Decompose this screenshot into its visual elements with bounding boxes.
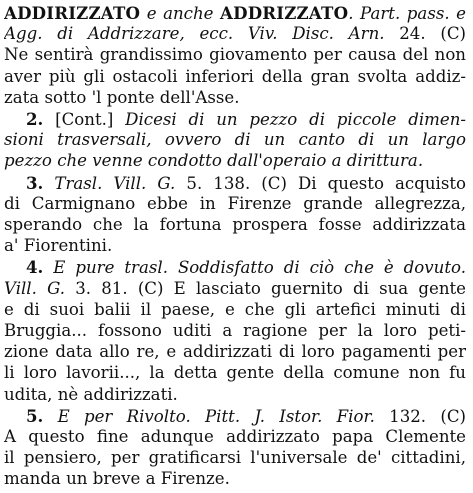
text-segment: [Cont.] xyxy=(43,110,126,129)
text-segment: sperando che la fortuna prospera fosse addirizzata xyxy=(4,215,466,234)
text-line xyxy=(4,193,466,215)
sense-number: 2. xyxy=(26,109,44,129)
text-line xyxy=(4,44,466,66)
text-segment: E per Rivolto. Pitt. J. Istor. Fior. xyxy=(43,406,375,426)
text-segment: Agg. di xyxy=(4,24,88,44)
text-segment: Bruggia... fossono uditi a ragione per la loro peti- xyxy=(4,321,466,340)
text-segment: 5. 138. (C) Di questo acquisto xyxy=(175,173,466,193)
text-segment: Trasl. Vill. G. xyxy=(43,173,176,193)
text-segment: . Part. pass. e xyxy=(348,4,466,23)
text-line xyxy=(4,278,466,300)
text-segment: A questo fine adunque addirizzato papa Clemente xyxy=(4,427,466,446)
text-line xyxy=(4,87,466,109)
text-segment: , ecc. Viv. Disc. Arn. xyxy=(179,24,385,44)
text-segment: Ne sentirà grandissimo giovamento per causa del non xyxy=(4,45,466,65)
text-segment: E pure trasl. Soddisfatto di ciò che è dovuto. xyxy=(43,258,466,278)
text-segment: Dicesi di un pezzo di piccole dimen- xyxy=(125,110,466,129)
text-segment: e anche xyxy=(140,4,221,23)
text-line xyxy=(4,468,466,490)
dictionary-entry xyxy=(4,2,466,490)
text-line xyxy=(4,299,466,321)
text-line xyxy=(4,341,466,363)
text-segment: di Carmignano ebbe in Firenze grande allegrezza, xyxy=(4,193,466,213)
text-line xyxy=(4,66,466,88)
text-line xyxy=(4,129,466,151)
text-line xyxy=(4,108,466,130)
text-segment: pezzo che venne condotto dall'operaio a dirittura. xyxy=(4,151,424,171)
text-segment: Addrizzare xyxy=(87,24,180,44)
text-segment: sioni trasversali, ovvero di un canto di un largo xyxy=(4,130,466,150)
text-line xyxy=(4,447,466,469)
sense-number: 4. xyxy=(26,257,44,278)
text-line xyxy=(4,214,466,236)
text-segment: 24. (C) xyxy=(384,24,466,44)
text-line xyxy=(4,23,466,45)
text-line xyxy=(4,320,466,342)
headword: ADDIRIZZATO xyxy=(4,3,141,23)
text-line xyxy=(4,256,466,278)
text-line xyxy=(4,426,466,448)
text-segment: Vill. G. xyxy=(4,278,66,298)
text-line xyxy=(4,362,466,384)
text-segment: aver più gli ostacoli inferiori della gran svolta addiz- xyxy=(4,66,466,86)
text-segment: zione data allo re, e addirizzati di loro pagamenti per xyxy=(4,342,466,362)
text-segment: e di suoi balii il paese, e che gli artefici minuti di xyxy=(4,299,466,319)
text-line xyxy=(4,405,466,427)
text-line xyxy=(4,172,466,194)
text-segment: manda un breve a Firenze. xyxy=(4,469,230,489)
headword: ADDRIZZATO xyxy=(220,3,349,23)
text-line xyxy=(4,2,466,24)
text-segment: zata sotto 'l ponte dell'Asse. xyxy=(4,87,240,107)
text-line xyxy=(4,384,466,406)
text-line xyxy=(4,235,466,257)
text-segment: il pensiero, per gratificarsi l'universale de' cittadini, xyxy=(4,448,466,468)
text-segment: 3. 81. (C) E lasciato guernito di sua gente xyxy=(65,278,466,298)
text-segment: a' Fiorentini. xyxy=(4,236,113,256)
text-line xyxy=(4,150,466,172)
sense-number: 5. xyxy=(26,405,44,426)
text-segment: 132. (C) xyxy=(374,406,466,426)
text-segment: udita, nè addirizzati. xyxy=(4,384,178,404)
sense-number: 3. xyxy=(26,172,44,193)
text-segment: li loro lavorii..., la detta gente della comune non fu xyxy=(4,363,466,383)
